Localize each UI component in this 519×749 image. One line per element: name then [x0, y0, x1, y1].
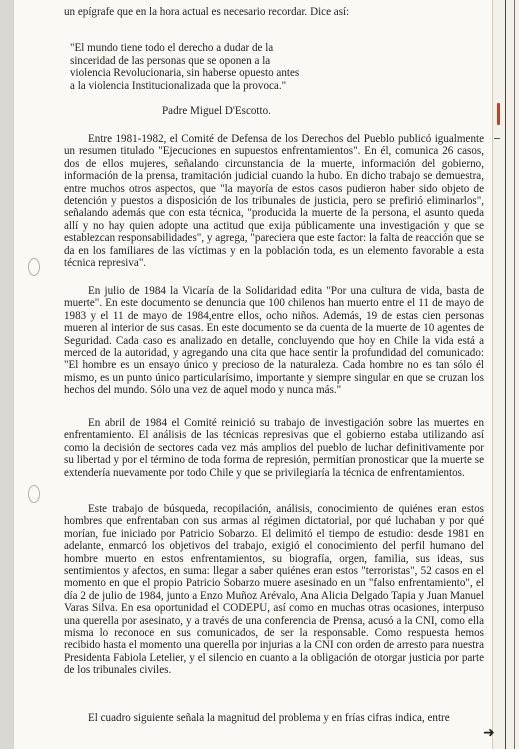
- binder-line-outer: [514, 0, 515, 749]
- intro-line: un epígrafe que en la hora actual es necesario recordar. Dice así:: [64, 6, 350, 18]
- margin-mark: [497, 103, 500, 125]
- margin-tick: [494, 138, 500, 139]
- punch-hole: [28, 485, 40, 503]
- epigraph-quote: "El mundo tiene todo el derecho a dudar de la sinceridad de las personas que se oponen a la violencia Revolucionaria, sin haberse opuesto antes a la violencia Institucionalizada que la provoca.": [70, 42, 300, 92]
- paragraph-5: El cuadro siguiente señala la magnitud del problema y en frías cifras indica, entre: [88, 712, 450, 724]
- paragraph-4: Este trabajo de búsqueda, recopilación, análisis, conocimiento de quiénes eran estos hombres que enfrentaban con sus armas al régimen dictatorial, por qué luchaban y por qué morían, fue iniciado por Patricio Sobarzo. El delimitó el tiempo de estudio: desde 1981 en adelante, enmarcó los objetivos del trabajo, exigió el conocimiento del perfil humano del hombre muerto en estos enfrentamientos, su biografía, orgen, familia, sus ideas, sus sentimientos y afectos, en suma: llegar a saber quiénes eran estos "terroristas", 52 casos en el momento en que el propio Patricio Sobarzo muere asesinado en un "falso enfrentamiento", el día 2 de julio de 1984, junto a Enzo Muñoz Arévalo, Ana Alicia Delgado Tapia y Juan Manuel Varas Silva. En esa oportunidad el CODEPU, así como en muchas otras ocasiones, interpuso una querella por asesinato, y a través de una conferencia de Prensa, acusó a la CNI, como ella misma lo reconoce en sus comunicados, de ser la responsable. Como respuesta hemos recibido hasta el momento una querella por injurias a la CNI con orden de arresto para nuestra Presidenta Fabiola Letelier, y el silencio en cuanto a la obligación de otorgar justicia por parte de los tribunales civiles.: [64, 503, 484, 677]
- binder-line: [505, 0, 506, 749]
- continue-arrow-icon: ➜: [483, 726, 495, 741]
- paragraph-3: En abril de 1984 el Comité reinició su trabajo de investigación sobre las muertes en enfrentamiento. El análisis de las técnicas represivas que el gobierno estaba utilizando así como la decisión de sectores cada vez más amplios del pueblo de luchar definitivamente por su libertad y por el término de toda forma de represión, permitían pronosticar que la muerte se extendería nuevamente por todo Chile y que se privilegiaría la técnica de enfrentamientos.: [64, 417, 484, 479]
- paragraph-1: Entre 1981-1982, el Comité de Defensa de los Derechos del Pueblo publicó igualmente un resumen titulado "Ejecuciones en supuestos enfrentamientos". En él, comunica 26 casos, dos de ellos mujeres, señalando circunstancia de la muerte, información del gobierno, información de la prensa, tramitación judicial cuando la hubo. En dicho trabajo se demuestra, entre muchos otros aspectos, que "la mayoría de estos casos pudieron haber sido objeto de detención y puestos a disposición de los tribunales de justicia, pero se prefirió eliminarlos", señalando además que con esta técnica, "producida la muerte de la persona, el asunto queda allí y no hay quien adopte una actitud que exija públicamente una investigación y que se establezcan responsabilidades", y agrega, "pareciera que este factor: la falta de reacción que se da en los familiares de las víctimas y en la población toda, es un elemento favorable a esta técnica represiva".: [64, 133, 484, 270]
- paragraph-2: En julio de 1984 la Vicaría de la Solidaridad edita "Por una cultura de vida, basta de muerte". En este documento se denuncia que 100 chilenos han muerto entre el 11 de mayo de 1983 y el 11 de mayo de 1984,entre ellos, ocho niños. Además, 19 de estas cien personas mueren al interior de sus casas. En este documento se da cuenta de la muerte de 10 agentes de Seguridad. Cada caso es analizado en detalle, concluyendo que hoy en Chile la vida está a merced de la autoridad, y agregando una cita que hace sentir la profundidad del comunicado: "El hombre es un ensayo único y precioso de la naturaleza. Cada hombre no es tan sólo él mismo, es un punto único particularísimo, importante y siempre singular en que se cruzan los hechos del mundo. Sólo una vez de aquel modo y nunca más.": [64, 285, 484, 397]
- punch-hole: [28, 258, 40, 276]
- epigraph-signature: Padre Miguel D'Escotto.: [162, 105, 271, 117]
